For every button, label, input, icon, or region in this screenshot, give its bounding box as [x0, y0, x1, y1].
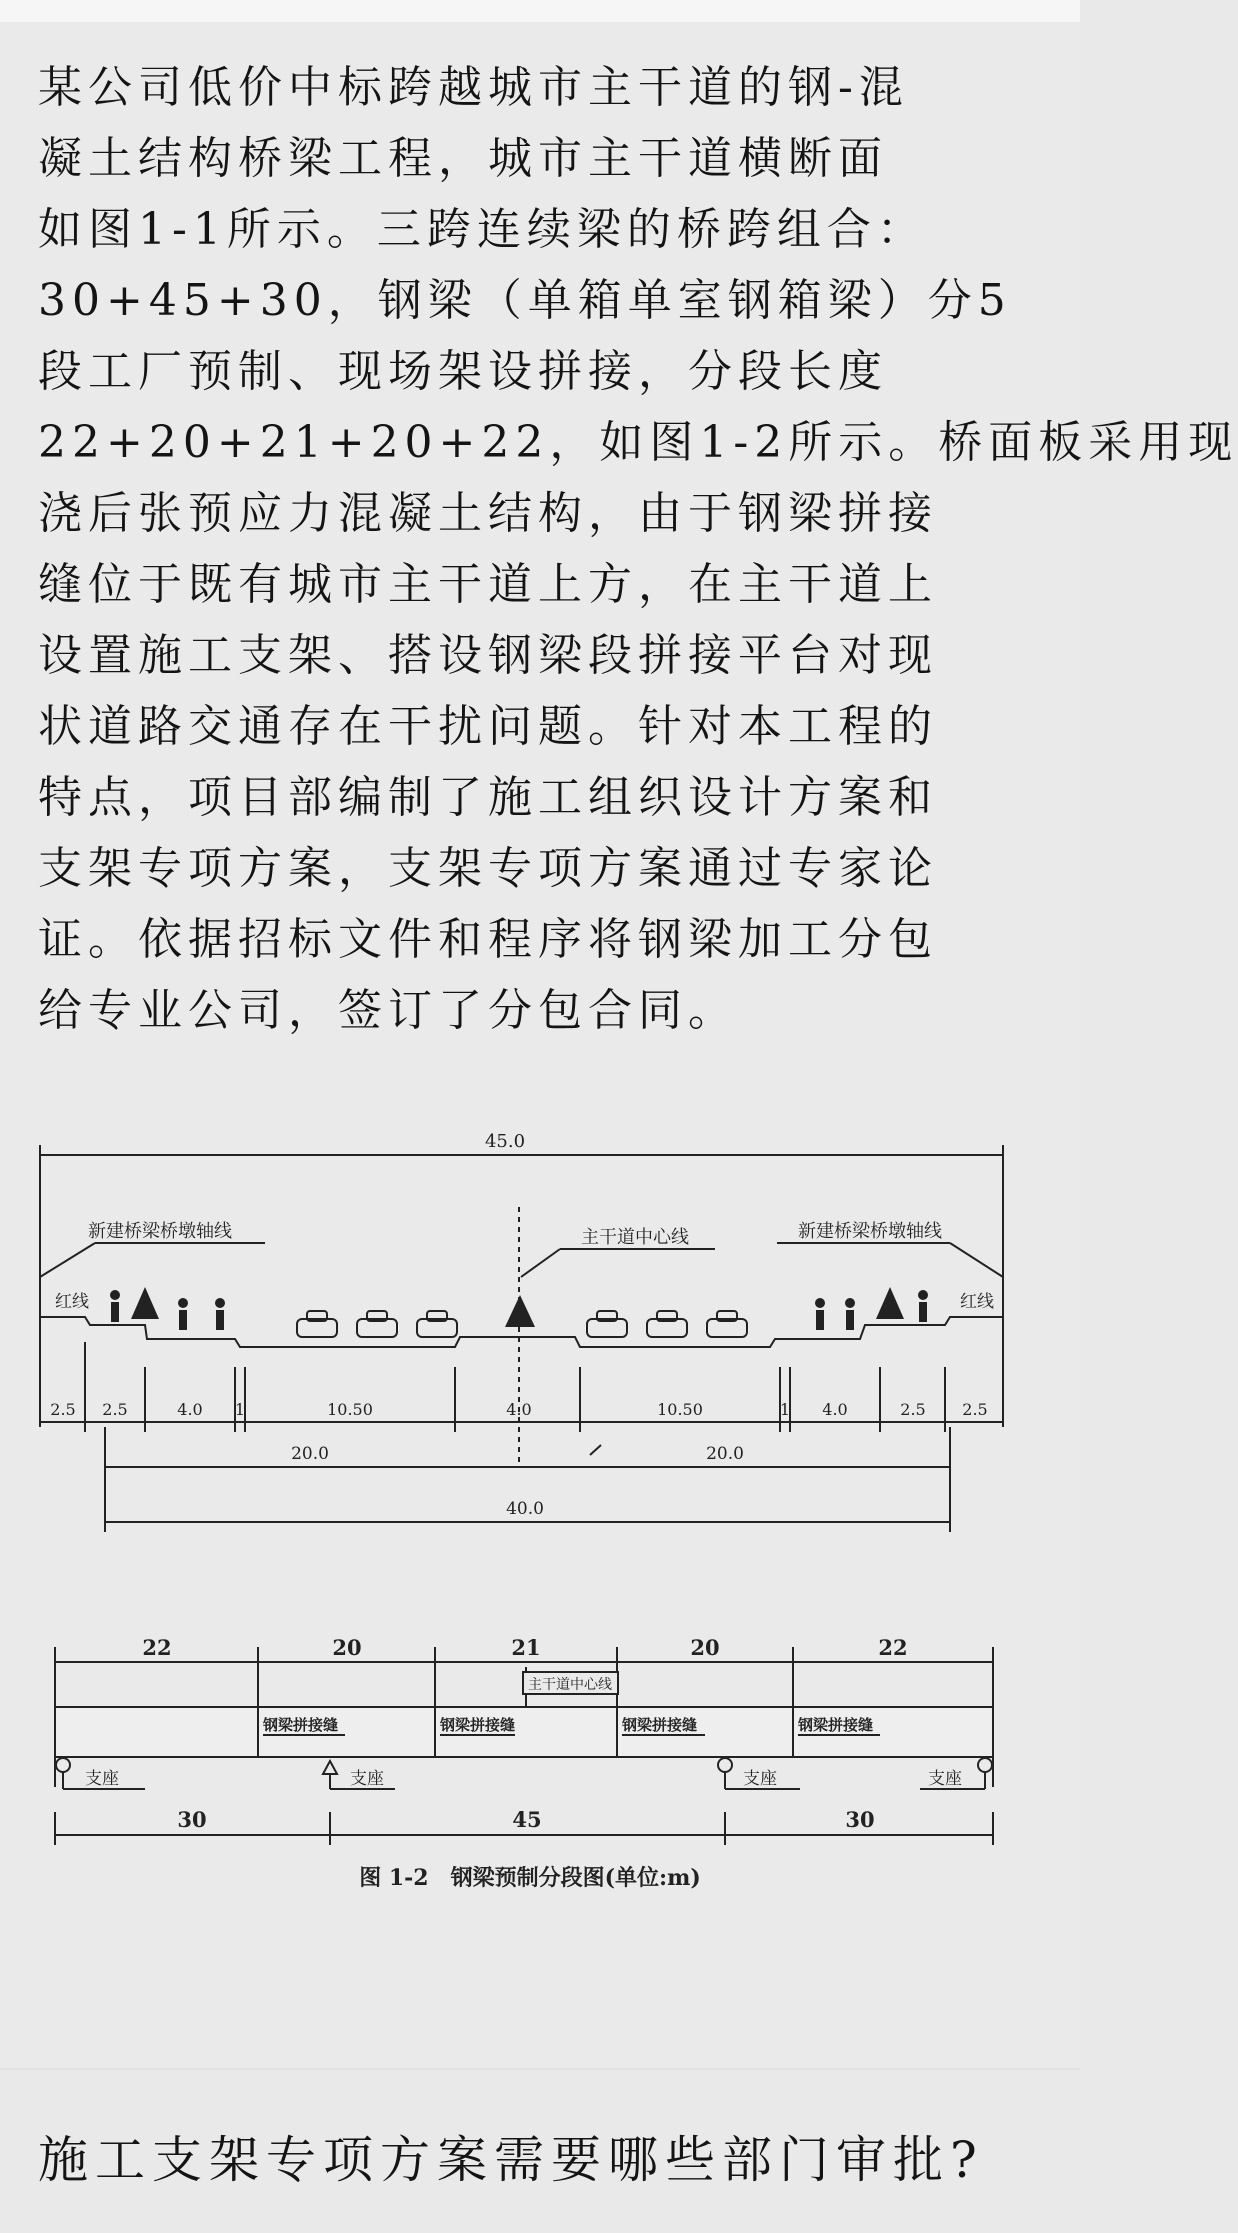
segment-length-4: 20	[690, 1635, 720, 1660]
passage-line: 凝土结构桥梁工程，城市主干道横断面	[38, 133, 888, 184]
label-centerline: 主干道中心线	[528, 1677, 612, 1693]
joint-label-3: 钢梁拼接缝	[622, 1716, 698, 1734]
support-label-3: 支座	[743, 1769, 777, 1789]
passage-line: 状道路交通存在干扰问题。针对本工程的	[38, 701, 938, 752]
top-bar	[0, 0, 1080, 23]
passage-line: 设置施工支架、搭设钢梁段拼接平台对现	[38, 630, 938, 681]
passage-line: 如图1-1所示。三跨连续梁的桥跨组合：	[38, 204, 927, 255]
support-label-1: 支座	[85, 1769, 119, 1789]
dim-4: 1	[234, 1400, 246, 1419]
span-length-1: 30	[177, 1807, 207, 1832]
figure-caption: 图 1-2 钢梁预制分段图(单位:m)	[359, 1865, 701, 1891]
question-card	[0, 22, 1238, 2062]
support-label-4: 支座	[928, 1769, 962, 1789]
passage-line: 22+20+21+20+22，如图1-2所示。桥面板采用现	[38, 417, 1238, 468]
dim-10: 2.5	[900, 1400, 926, 1419]
dim-8: 1	[779, 1400, 791, 1419]
passage-line: 特点，项目部编制了施工组织设计方案和	[38, 772, 938, 823]
dim-7: 10.50	[657, 1400, 703, 1419]
passage-line: 浇后张预应力混凝土结构，由于钢梁拼接	[38, 488, 938, 539]
segment-length-5: 22	[878, 1635, 908, 1660]
divider	[0, 2068, 1080, 2070]
passage-line: 某公司低价中标跨越城市主干道的钢-混	[38, 62, 909, 113]
support-icons	[56, 1758, 992, 1789]
dim-9: 4.0	[822, 1400, 848, 1419]
dim-2: 2.5	[102, 1400, 128, 1419]
question-text: 施工支架专项方案需要哪些部门审批?	[38, 2131, 984, 2189]
street-decorations	[110, 1287, 928, 1330]
support-label-2: 支座	[350, 1769, 384, 1789]
dim-3: 4.0	[177, 1400, 203, 1419]
road-cross-section-figure	[35, 1127, 1015, 1547]
dim-6: 4.0	[506, 1400, 532, 1419]
dim-bottom-total: 40.0	[506, 1499, 544, 1519]
label-road-centerline: 主干道中心线	[581, 1227, 689, 1248]
joint-label-4: 钢梁拼接缝	[798, 1716, 874, 1734]
girder-segment-figure	[35, 1617, 1015, 1947]
label-right-pier-axis: 新建桥梁桥墩轴线	[798, 1221, 942, 1242]
dim-11: 2.5	[962, 1400, 988, 1419]
segment-length-2: 20	[332, 1635, 362, 1660]
passage-line: 证。依据招标文件和程序将钢梁加工分包	[38, 914, 938, 965]
passage-line: 段工厂预制、现场架设拼接，分段长度	[38, 346, 888, 397]
dim-1: 2.5	[50, 1400, 76, 1419]
joint-label-1: 钢梁拼接缝	[263, 1716, 339, 1734]
label-red-line-left: 红线	[55, 1292, 89, 1312]
problem-passage	[38, 52, 1238, 1046]
dim-half-left: 20.0	[291, 1444, 329, 1464]
passage-line: 给专业公司，签订了分包合同。	[38, 985, 738, 1036]
label-red-line-right: 红线	[960, 1292, 994, 1312]
joint-label-2: 钢梁拼接缝	[440, 1716, 516, 1734]
passage-line: 缝位于既有城市主干道上方，在主干道上	[38, 559, 938, 610]
span-length-3: 30	[845, 1807, 875, 1832]
passage-line: 支架专项方案，支架专项方案通过专家论	[38, 843, 938, 894]
passage-line: 30+45+30，钢梁（单箱单室钢箱梁）分5	[38, 275, 1012, 326]
label-left-pier-axis: 新建桥梁桥墩轴线	[88, 1221, 232, 1242]
dim-5: 10.50	[327, 1400, 373, 1419]
dim-half-right: 20.0	[706, 1444, 744, 1464]
span-length-2: 45	[512, 1807, 542, 1832]
dim-total-width: 45.0	[484, 1131, 526, 1152]
segment-length-3: 21	[511, 1635, 541, 1660]
segment-length-1: 22	[142, 1635, 172, 1660]
